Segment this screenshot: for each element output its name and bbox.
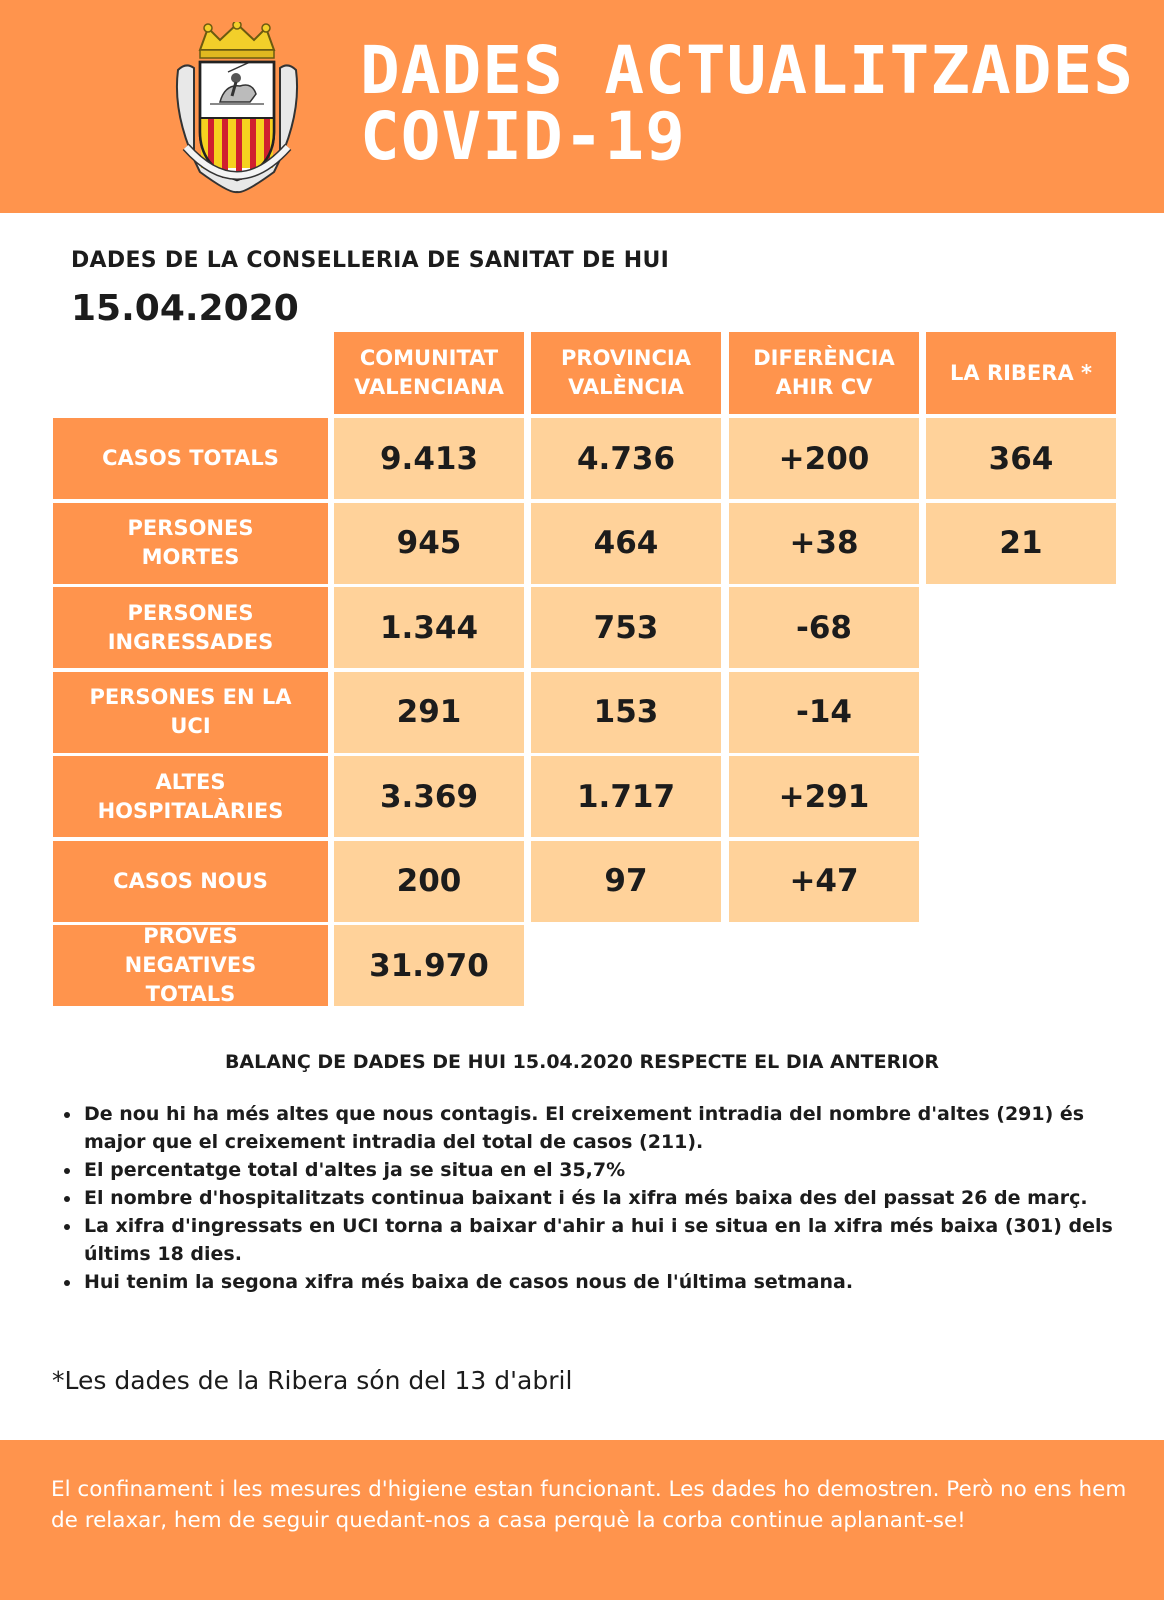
column-header: PROVINCIA VALÈNCIA: [531, 332, 721, 414]
title-line-2: COVID-19: [360, 98, 686, 175]
value-cell: 31.970: [334, 925, 524, 1006]
balance-title: BALANÇ DE DADES DE HUI 15.04.2020 RESPECTE EL DIA ANTERIOR: [224, 1051, 940, 1073]
value-cell: +47: [729, 841, 919, 922]
value-cell: 464: [531, 503, 721, 584]
row-header: PROVES NEGATIVES TOTALS: [53, 925, 328, 1006]
value-cell: 153: [531, 672, 721, 753]
balance-bullet: • De nou hi ha més altes que nous contagis. El creixement intradia del nombre d'altes (291) és major que el creixement intradia del total de casos (211).: [82, 1100, 1142, 1156]
coat-of-arms-logo: [170, 22, 305, 194]
row-header: PERSONES EN LA UCI: [53, 672, 328, 753]
value-cell: -68: [729, 587, 919, 668]
value-cell: 1.717: [531, 756, 721, 837]
page-title: [360, 32, 1134, 175]
column-header: COMUNITAT VALENCIANA: [334, 332, 524, 414]
value-cell: +291: [729, 756, 919, 837]
balance-bullet: • La xifra d'ingressats en UCI torna a baixar d'ahir a hui i se situa en la xifra més baixa (301) dels últims 18 dies.: [82, 1212, 1142, 1268]
value-cell: 1.344: [334, 587, 524, 668]
ribera-footnote: *Les dades de la Ribera són del 13 d'abril: [52, 1366, 573, 1395]
column-header: DIFERÈNCIA AHIR CV: [729, 332, 919, 414]
row-header: CASOS NOUS: [53, 841, 328, 922]
balance-bullet: • El percentatge total d'altes ja se situa en el 35,7%: [82, 1156, 1142, 1184]
footer-banner: [0, 1440, 1164, 1600]
row-header: CASOS TOTALS: [53, 418, 328, 499]
footer-message: El confinament i les mesures d'higiene estan funcionant. Les dades ho demostren. Però no ens hem de relaxar, hem de seguir quedant-nos a casa perquè la corba continue aplanant-se!: [51, 1477, 1127, 1533]
value-cell: 21: [926, 503, 1116, 584]
value-cell: 753: [531, 587, 721, 668]
value-cell: 200: [334, 841, 524, 922]
row-header: PERSONES INGRESSADES: [53, 587, 328, 668]
value-cell: 291: [334, 672, 524, 753]
value-cell: 97: [531, 841, 721, 922]
value-cell: 945: [334, 503, 524, 584]
row-header: ALTES HOSPITALÀRIES: [53, 756, 328, 837]
balance-bullet-list: [58, 1100, 1142, 1296]
value-cell: -14: [729, 672, 919, 753]
value-cell: 3.369: [334, 756, 524, 837]
balance-bullet: • El nombre d'hospitalitzats continua baixant i és la xifra més baixa des del passat 26 de març.: [82, 1184, 1142, 1212]
value-cell: 4.736: [531, 418, 721, 499]
title-line-1: DADES ACTUALITZADES: [360, 32, 1134, 109]
row-header: PERSONES MORTES: [53, 503, 328, 584]
value-cell: +38: [729, 503, 919, 584]
source-subtitle: DADES DE LA CONSELLERIA DE SANITAT DE HUI: [71, 248, 670, 273]
balance-bullet: • Hui tenim la segona xifra més baixa de casos nous de l'última setmana.: [82, 1268, 1142, 1296]
value-cell: +200: [729, 418, 919, 499]
value-cell: 364: [926, 418, 1116, 499]
column-header: LA RIBERA *: [926, 332, 1116, 414]
report-date: 15.04.2020: [71, 288, 299, 329]
value-cell: 9.413: [334, 418, 524, 499]
header-banner: [0, 0, 1164, 213]
